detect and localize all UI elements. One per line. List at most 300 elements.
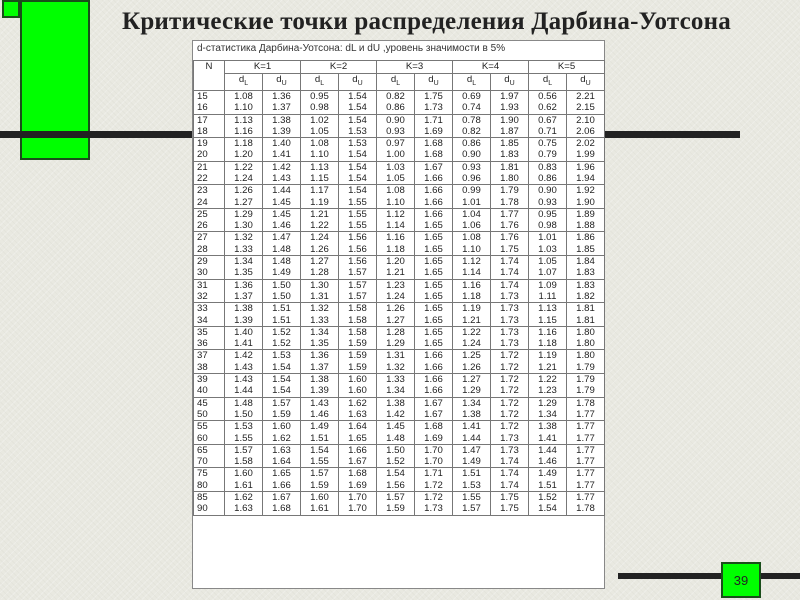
value-cell: 1.66 [415, 374, 453, 386]
column-header-dl: $d_L$ [453, 74, 491, 91]
table-row [194, 114, 605, 126]
value-cell: 1.49 [529, 468, 567, 480]
value-cell: 1.75 [491, 492, 529, 504]
value-cell: 1.59 [339, 338, 377, 350]
value-cell: 1.45 [263, 197, 301, 209]
table-row [194, 468, 605, 480]
value-cell: 1.69 [415, 126, 453, 138]
value-cell: 1.72 [415, 492, 453, 504]
value-cell: 1.52 [377, 456, 415, 468]
column-header-k: K=2 [301, 61, 377, 74]
value-cell: 1.23 [377, 279, 415, 291]
value-cell: 1.29 [529, 397, 567, 409]
value-cell: 1.45 [377, 421, 415, 433]
value-cell: 1.01 [453, 197, 491, 209]
value-cell: 1.60 [225, 468, 263, 480]
value-cell: 1.51 [263, 303, 301, 315]
value-cell: 1.41 [529, 433, 567, 445]
value-cell: 0.86 [453, 138, 491, 150]
value-cell: 1.96 [567, 161, 605, 173]
value-cell: 1.21 [301, 208, 339, 220]
value-cell: 1.22 [225, 161, 263, 173]
value-cell: 1.18 [377, 244, 415, 256]
value-cell: 1.80 [491, 173, 529, 185]
value-cell: 1.29 [453, 385, 491, 397]
value-cell: 1.54 [263, 374, 301, 386]
value-cell: 1.77 [567, 480, 605, 492]
value-cell: 1.75 [491, 244, 529, 256]
value-cell: 1.32 [225, 232, 263, 244]
value-cell: 0.97 [377, 138, 415, 150]
value-cell: 1.88 [567, 220, 605, 232]
value-cell: 1.42 [225, 350, 263, 362]
value-cell: 1.74 [491, 480, 529, 492]
value-cell: 1.50 [377, 444, 415, 456]
table-row [194, 291, 605, 303]
value-cell: 1.33 [377, 374, 415, 386]
value-cell: 1.36 [225, 279, 263, 291]
value-cell: 1.63 [225, 503, 263, 515]
value-cell: 1.78 [567, 397, 605, 409]
n-cell: 85 [194, 492, 225, 504]
value-cell: 1.76 [491, 232, 529, 244]
value-cell: 0.93 [529, 197, 567, 209]
value-cell: 1.59 [377, 503, 415, 515]
value-cell: 1.61 [225, 480, 263, 492]
value-cell: 1.55 [339, 197, 377, 209]
value-cell: 1.59 [263, 409, 301, 421]
value-cell: 1.29 [225, 208, 263, 220]
value-cell: 1.65 [415, 326, 453, 338]
value-cell: 1.34 [529, 409, 567, 421]
value-cell: 1.24 [301, 232, 339, 244]
value-cell: 1.70 [339, 492, 377, 504]
value-cell: 2.10 [567, 114, 605, 126]
value-cell: 1.51 [263, 315, 301, 327]
value-cell: 1.29 [377, 338, 415, 350]
value-cell: 1.38 [529, 421, 567, 433]
value-cell: 1.31 [377, 350, 415, 362]
value-cell: 1.44 [453, 433, 491, 445]
column-header-du: $d_U$ [567, 74, 605, 91]
n-cell: 37 [194, 350, 225, 362]
value-cell: 1.10 [453, 244, 491, 256]
table-row [194, 409, 605, 421]
value-cell: 1.10 [225, 102, 263, 114]
value-cell: 1.55 [339, 220, 377, 232]
value-cell: 1.65 [263, 468, 301, 480]
decorative-bar-left [0, 131, 192, 138]
value-cell: 1.72 [491, 362, 529, 374]
n-cell: 50 [194, 409, 225, 421]
value-cell: 1.41 [225, 338, 263, 350]
value-cell: 1.67 [415, 161, 453, 173]
value-cell: 1.54 [339, 173, 377, 185]
column-header-du: $d_U$ [415, 74, 453, 91]
value-cell: 1.62 [225, 492, 263, 504]
value-cell: 1.86 [567, 232, 605, 244]
value-cell: 1.69 [415, 433, 453, 445]
value-cell: 1.30 [301, 279, 339, 291]
value-cell: 1.93 [491, 102, 529, 114]
value-cell: 1.78 [491, 197, 529, 209]
value-cell: 0.86 [377, 102, 415, 114]
value-cell: 1.33 [225, 244, 263, 256]
value-cell: 1.70 [339, 503, 377, 515]
value-cell: 1.84 [567, 256, 605, 268]
value-cell: 1.31 [301, 291, 339, 303]
value-cell: 1.12 [453, 256, 491, 268]
value-cell: 1.54 [339, 149, 377, 161]
n-cell: 45 [194, 397, 225, 409]
value-cell: 1.57 [339, 291, 377, 303]
value-cell: 1.59 [339, 362, 377, 374]
slide-number-label: 39 [733, 572, 749, 588]
value-cell: 1.49 [453, 456, 491, 468]
value-cell: 1.39 [225, 315, 263, 327]
value-cell: 1.00 [377, 149, 415, 161]
value-cell: 1.67 [339, 456, 377, 468]
value-cell: 1.13 [529, 303, 567, 315]
value-cell: 1.71 [415, 468, 453, 480]
value-cell: 1.97 [491, 90, 529, 102]
value-cell: 1.35 [225, 267, 263, 279]
value-cell: 1.64 [263, 456, 301, 468]
value-cell: 1.10 [377, 197, 415, 209]
value-cell: 1.54 [339, 161, 377, 173]
value-cell: 0.56 [529, 90, 567, 102]
table-row [194, 256, 605, 268]
value-cell: 1.54 [377, 468, 415, 480]
value-cell: 1.74 [491, 468, 529, 480]
n-cell: 40 [194, 385, 225, 397]
table-row [194, 326, 605, 338]
value-cell: 1.53 [225, 421, 263, 433]
value-cell: 1.35 [301, 338, 339, 350]
value-cell: 1.52 [529, 492, 567, 504]
n-cell: 32 [194, 291, 225, 303]
value-cell: 1.90 [491, 114, 529, 126]
value-cell: 1.16 [453, 279, 491, 291]
value-cell: 1.47 [453, 444, 491, 456]
n-cell: 16 [194, 102, 225, 114]
n-cell: 80 [194, 480, 225, 492]
value-cell: 1.40 [225, 326, 263, 338]
value-cell: 1.68 [415, 149, 453, 161]
n-cell: 19 [194, 138, 225, 150]
value-cell: 1.10 [301, 149, 339, 161]
value-cell: 1.68 [415, 138, 453, 150]
value-cell: 1.67 [415, 397, 453, 409]
value-cell: 1.75 [491, 503, 529, 515]
n-cell: 75 [194, 468, 225, 480]
n-cell: 24 [194, 197, 225, 209]
value-cell: 1.65 [415, 244, 453, 256]
value-cell: 1.65 [415, 291, 453, 303]
table-row [194, 267, 605, 279]
value-cell: 1.21 [377, 267, 415, 279]
slide-title: Критические точки распределения Дарбина-Уотсона [122, 8, 731, 35]
value-cell: 1.50 [225, 409, 263, 421]
value-cell: 1.38 [453, 409, 491, 421]
value-cell: 2.21 [567, 90, 605, 102]
value-cell: 1.08 [453, 232, 491, 244]
value-cell: 1.45 [263, 208, 301, 220]
value-cell: 1.13 [301, 161, 339, 173]
table-row [194, 208, 605, 220]
value-cell: 1.59 [301, 480, 339, 492]
value-cell: 1.13 [225, 114, 263, 126]
value-cell: 1.44 [263, 185, 301, 197]
table-row [194, 350, 605, 362]
value-cell: 1.80 [567, 338, 605, 350]
value-cell: 1.66 [415, 173, 453, 185]
decorative-green-block-top [2, 0, 20, 18]
value-cell: 1.54 [301, 444, 339, 456]
n-cell: 26 [194, 220, 225, 232]
value-cell: 1.51 [529, 480, 567, 492]
value-cell: 1.24 [453, 338, 491, 350]
value-cell: 1.34 [225, 256, 263, 268]
value-cell: 1.56 [339, 232, 377, 244]
value-cell: 0.90 [453, 149, 491, 161]
table-row [194, 421, 605, 433]
value-cell: 1.06 [453, 220, 491, 232]
value-cell: 1.57 [377, 492, 415, 504]
column-header-dl: $d_L$ [225, 74, 263, 91]
value-cell: 1.58 [339, 315, 377, 327]
value-cell: 1.99 [567, 149, 605, 161]
value-cell: 1.85 [491, 138, 529, 150]
column-header-dl: $d_L$ [377, 74, 415, 91]
value-cell: 0.71 [529, 126, 567, 138]
value-cell: 1.74 [491, 267, 529, 279]
value-cell: 1.65 [415, 267, 453, 279]
value-cell: 1.48 [377, 433, 415, 445]
value-cell: 1.34 [377, 385, 415, 397]
n-cell: 33 [194, 303, 225, 315]
value-cell: 0.99 [453, 185, 491, 197]
value-cell: 1.60 [339, 385, 377, 397]
table-row [194, 173, 605, 185]
value-cell: 1.53 [453, 480, 491, 492]
value-cell: 1.55 [453, 492, 491, 504]
decorative-bar-right [605, 131, 740, 138]
value-cell: 1.58 [339, 303, 377, 315]
value-cell: 1.94 [567, 173, 605, 185]
value-cell: 1.52 [263, 326, 301, 338]
table-body [194, 90, 605, 515]
table-row [194, 362, 605, 374]
value-cell: 1.77 [567, 444, 605, 456]
value-cell: 1.18 [225, 138, 263, 150]
value-cell: 1.03 [377, 161, 415, 173]
value-cell: 1.27 [453, 374, 491, 386]
value-cell: 1.59 [339, 350, 377, 362]
value-cell: 1.28 [377, 326, 415, 338]
value-cell: 1.72 [415, 480, 453, 492]
value-cell: 0.95 [529, 208, 567, 220]
value-cell: 1.42 [377, 409, 415, 421]
value-cell: 1.38 [225, 303, 263, 315]
table-row [194, 90, 605, 102]
value-cell: 1.38 [263, 114, 301, 126]
value-cell: 1.21 [453, 315, 491, 327]
value-cell: 1.43 [225, 374, 263, 386]
durbin-watson-table [193, 60, 605, 516]
value-cell: 1.16 [529, 326, 567, 338]
table-row [194, 138, 605, 150]
value-cell: 1.04 [453, 208, 491, 220]
n-cell: 38 [194, 362, 225, 374]
n-cell: 18 [194, 126, 225, 138]
value-cell: 1.57 [453, 503, 491, 515]
n-cell: 23 [194, 185, 225, 197]
value-cell: 1.33 [301, 315, 339, 327]
value-cell: 0.79 [529, 149, 567, 161]
value-cell: 1.41 [263, 149, 301, 161]
value-cell: 1.73 [491, 303, 529, 315]
value-cell: 1.77 [567, 421, 605, 433]
value-cell: 2.06 [567, 126, 605, 138]
value-cell: 1.28 [301, 267, 339, 279]
value-cell: 1.54 [339, 90, 377, 102]
value-cell: 1.73 [491, 444, 529, 456]
value-cell: 1.54 [339, 185, 377, 197]
n-cell: 20 [194, 149, 225, 161]
n-cell: 60 [194, 433, 225, 445]
value-cell: 0.96 [453, 173, 491, 185]
n-cell: 35 [194, 326, 225, 338]
value-cell: 1.08 [301, 138, 339, 150]
value-cell: 1.50 [263, 279, 301, 291]
value-cell: 1.85 [567, 244, 605, 256]
table-row [194, 503, 605, 515]
value-cell: 1.20 [225, 149, 263, 161]
value-cell: 1.38 [301, 374, 339, 386]
value-cell: 1.90 [567, 197, 605, 209]
value-cell: 1.53 [339, 138, 377, 150]
value-cell: 1.64 [339, 421, 377, 433]
n-cell: 25 [194, 208, 225, 220]
value-cell: 0.69 [453, 90, 491, 102]
value-cell: 1.20 [377, 256, 415, 268]
value-cell: 1.54 [263, 385, 301, 397]
value-cell: 1.60 [339, 374, 377, 386]
value-cell: 1.77 [567, 433, 605, 445]
value-cell: 1.15 [529, 315, 567, 327]
value-cell: 0.75 [529, 138, 567, 150]
value-cell: 1.73 [415, 503, 453, 515]
table-header [194, 61, 605, 91]
value-cell: 1.66 [415, 385, 453, 397]
value-cell: 1.24 [225, 173, 263, 185]
value-cell: 1.72 [491, 385, 529, 397]
value-cell: 1.05 [529, 256, 567, 268]
value-cell: 1.40 [263, 138, 301, 150]
value-cell: 1.83 [491, 149, 529, 161]
value-cell: 1.03 [529, 244, 567, 256]
value-cell: 1.32 [377, 362, 415, 374]
n-cell: 34 [194, 315, 225, 327]
value-cell: 1.77 [567, 492, 605, 504]
value-cell: 1.05 [377, 173, 415, 185]
value-cell: 1.14 [377, 220, 415, 232]
value-cell: 1.79 [567, 362, 605, 374]
table-row [194, 433, 605, 445]
value-cell: 1.54 [339, 102, 377, 114]
value-cell: 1.26 [301, 244, 339, 256]
value-cell: 1.52 [263, 338, 301, 350]
value-cell: 1.62 [339, 397, 377, 409]
value-cell: 1.62 [263, 433, 301, 445]
value-cell: 1.61 [301, 503, 339, 515]
value-cell: 1.48 [225, 397, 263, 409]
value-cell: 1.79 [491, 185, 529, 197]
value-cell: 1.07 [529, 267, 567, 279]
value-cell: 1.57 [225, 444, 263, 456]
column-header-dl: $d_L$ [301, 74, 339, 91]
value-cell: 1.77 [491, 208, 529, 220]
table-row [194, 456, 605, 468]
value-cell: 1.46 [301, 409, 339, 421]
value-cell: 1.78 [567, 503, 605, 515]
value-cell: 1.27 [377, 315, 415, 327]
column-header-k: K=5 [529, 61, 605, 74]
table-row [194, 244, 605, 256]
table-row [194, 374, 605, 386]
value-cell: 1.22 [301, 220, 339, 232]
value-cell: 1.19 [529, 350, 567, 362]
value-cell: 1.50 [263, 291, 301, 303]
value-cell: 1.73 [491, 338, 529, 350]
value-cell: 1.02 [301, 114, 339, 126]
value-cell: 1.92 [567, 185, 605, 197]
value-cell: 1.26 [377, 303, 415, 315]
n-cell: 21 [194, 161, 225, 173]
value-cell: 1.79 [567, 385, 605, 397]
value-cell: 1.66 [415, 350, 453, 362]
decorative-bar-bottom [618, 573, 800, 579]
value-cell: 1.69 [339, 480, 377, 492]
value-cell: 1.57 [301, 468, 339, 480]
column-header-du: $d_U$ [491, 74, 529, 91]
value-cell: 1.74 [491, 256, 529, 268]
value-cell: 1.34 [301, 326, 339, 338]
value-cell: 0.90 [377, 114, 415, 126]
value-cell: 1.16 [225, 126, 263, 138]
table-row [194, 444, 605, 456]
value-cell: 1.46 [529, 456, 567, 468]
value-cell: 1.19 [453, 303, 491, 315]
value-cell: 1.26 [453, 362, 491, 374]
value-cell: 0.83 [529, 161, 567, 173]
value-cell: 1.47 [263, 232, 301, 244]
value-cell: 1.42 [263, 161, 301, 173]
value-cell: 1.79 [567, 374, 605, 386]
table-row [194, 480, 605, 492]
value-cell: 1.72 [491, 409, 529, 421]
value-cell: 1.66 [415, 185, 453, 197]
value-cell: 0.93 [453, 161, 491, 173]
value-cell: 1.87 [491, 126, 529, 138]
value-cell: 0.78 [453, 114, 491, 126]
value-cell: 1.24 [377, 291, 415, 303]
value-cell: 1.63 [263, 444, 301, 456]
value-cell: 1.65 [415, 232, 453, 244]
table-row [194, 197, 605, 209]
value-cell: 1.80 [567, 326, 605, 338]
